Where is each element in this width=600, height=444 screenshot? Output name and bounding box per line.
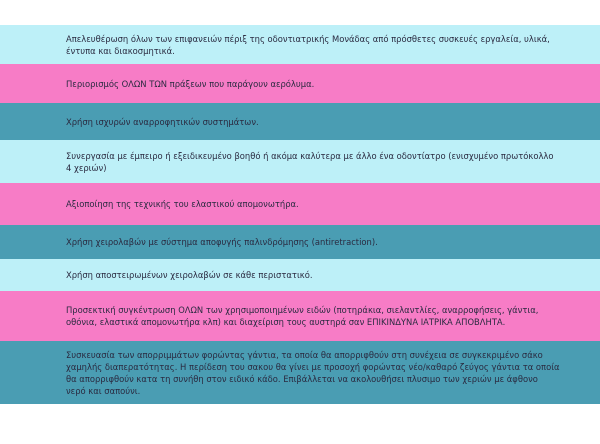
guideline-band-6 [0,225,600,259]
guideline-band-2 [0,64,600,103]
guideline-text-3: Χρήση ισχυρών αναρροφητικών συστημάτων. [66,116,259,127]
guideline-text-8: Προσεκτική συγκέντρωση ΟΛΩΝ των χρησιμοποιημένων ειδών (ποτηράκια, σιελαντλίες, αναρροφήσεις, γάντια, οθόνια, ελαστικά απομονωτήρα κλπ) και διαχείριση τους αυστηρά σαν ΕΠΙΚΙΝΔΥΝΑ ΙΑΤΡΙΚΑ ΑΠΟΒΛΗΤΑ. [66,305,539,327]
guideline-band-9 [0,341,600,404]
guideline-text-6: Χρήση χειρολαβών με σύστημα αποφυγής παλινδρόμησης (antiretraction). [66,237,378,247]
guideline-band-7 [0,259,600,291]
guideline-text-2: Περιορισμός ΟΛΩΝ ΤΩΝ πράξεων που παράγουν αερόλυμα. [66,78,315,89]
guideline-band-4 [0,140,600,183]
guideline-text-1: Απελευθέρωση όλων των επιφανειών πέριξ της οδοντιατρικής Μονάδας από πρόσθετες συσκευές εργαλεία, υλικά, έντυπα και διακοσμητικά. [66,33,550,56]
guideline-text-5: Αξιοποίηση της τεχνικής του ελαστικού απομονωτήρα. [66,199,299,209]
guideline-band-3 [0,103,600,140]
guideline-band-5 [0,183,600,225]
guideline-text-9: Συσκευασία των απορριμμάτων φορώντας γάντια, τα οποία θα απορριφθούν στη συνέχεια σε συγκεκριμένο σάκο χαμηλής διαπερατότητας. Η περίδεση του σακου θα γίνει με προσοχή φορώντας νέο/καθαρό ζεύγος γάντια τα οποία θα απορριφθούν κατα τη συνήθη στον ειδικό κάδο. Επιβάλλεται να ακολουθήσει πλυσιμο των χεριών με άφθονο νερό και σαπούνι. [66,349,560,396]
guideline-text-7: Χρήση αποστειρωμένων χειρολαβών σε κάθε περιστατικό. [66,270,313,280]
guideline-text-4: Συνεργασία με έμπειρο ή εξειδικευμένο βοηθό ή ακόμα καλύτερα με άλλο ένα οδοντίατρο (ενισχυμένο πρωτόκολλο 4 χεριών) [66,150,554,173]
guideline-band-8 [0,291,600,341]
guideline-band-1 [0,25,600,64]
